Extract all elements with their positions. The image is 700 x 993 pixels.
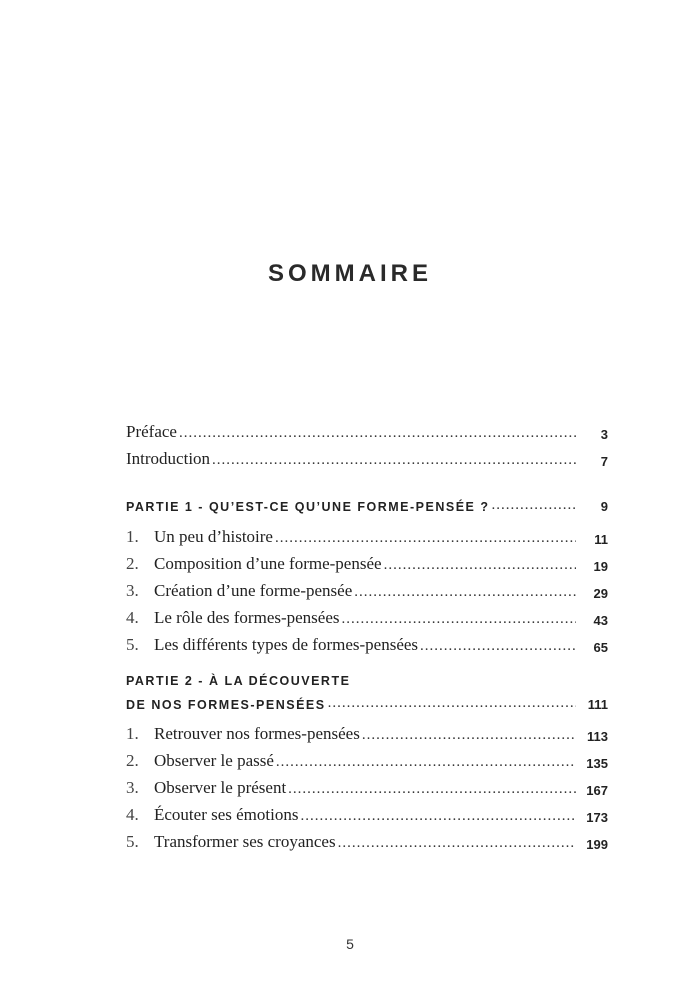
toc-entry-page: 7 xyxy=(600,454,608,469)
toc-chapter[interactable] xyxy=(126,523,608,547)
dot-leader xyxy=(362,727,576,744)
dot-leader xyxy=(275,530,576,547)
toc-entry-page: 43 xyxy=(593,613,608,628)
dot-leader xyxy=(300,808,576,825)
toc-entry-introduction[interactable] xyxy=(126,445,608,469)
chapter-number: 4. xyxy=(126,805,139,824)
toc-entry-page: 111 xyxy=(587,697,608,712)
toc-chapter[interactable] xyxy=(126,801,608,825)
chapter-label: Transformer ses croyances xyxy=(154,832,336,851)
page-number: 5 xyxy=(346,936,354,952)
toc-entry-page: 113 xyxy=(587,729,608,744)
toc-entry-page: 135 xyxy=(586,756,608,771)
chapter-label: Un peu d’histoire xyxy=(154,527,273,546)
dot-leader xyxy=(492,497,577,514)
chapter-label: Écouter ses émotions xyxy=(154,805,299,824)
part-heading: PARTIE 1 - QU’EST-CE QU’UNE FORME-PENSÉE ? xyxy=(126,500,490,514)
toc-entry-label: Préface xyxy=(126,422,177,441)
chapter-label: Observer le présent xyxy=(154,778,287,797)
toc-part-1[interactable] xyxy=(126,490,608,514)
toc-chapter[interactable] xyxy=(126,577,608,601)
toc-chapter[interactable] xyxy=(126,720,608,744)
toc-entry-page: 199 xyxy=(586,837,608,852)
chapter-number: 3. xyxy=(126,581,139,600)
toc-entry-page: 3 xyxy=(600,427,608,442)
chapter-label: Le rôle des formes-pensées xyxy=(154,608,340,627)
toc-chapter[interactable] xyxy=(126,550,608,574)
toc-entry-preface[interactable] xyxy=(126,418,608,442)
toc-chapter[interactable] xyxy=(126,774,608,798)
page-title: SOMMAIRE xyxy=(268,260,432,287)
dot-leader xyxy=(288,781,576,798)
chapter-label: Retrouver nos formes-pensées xyxy=(154,724,360,743)
dot-leader xyxy=(384,557,576,574)
chapter-number: 4. xyxy=(126,608,139,627)
toc-part-2[interactable] xyxy=(126,688,608,712)
dot-leader xyxy=(328,695,576,712)
chapter-number: 5. xyxy=(126,832,139,851)
chapter-label: Création d’une forme-pensée xyxy=(154,581,353,600)
toc-entry-label: Introduction xyxy=(126,449,211,468)
chapter-label: Observer le passé xyxy=(154,751,274,770)
dot-leader xyxy=(420,638,576,655)
part-heading-line-2: DE NOS FORMES-PENSÉES xyxy=(126,698,326,712)
toc-chapter[interactable] xyxy=(126,631,608,655)
chapter-number: 2. xyxy=(126,751,139,770)
toc-entry-page: 11 xyxy=(594,532,608,547)
toc-chapter[interactable] xyxy=(126,828,608,852)
chapter-label: Composition d’une forme-pensée xyxy=(154,554,382,573)
toc-entry-page: 19 xyxy=(593,559,608,574)
toc-entry-page: 167 xyxy=(586,783,608,798)
chapter-number: 1. xyxy=(126,724,139,743)
toc-entry-page: 65 xyxy=(593,640,608,655)
chapter-number: 5. xyxy=(126,635,139,654)
dot-leader xyxy=(354,584,576,601)
chapter-label: Les différents types de formes-pensées xyxy=(154,635,419,654)
toc-entry-page: 9 xyxy=(600,499,608,514)
dot-leader xyxy=(338,835,576,852)
toc-chapter[interactable] xyxy=(126,604,608,628)
chapter-number: 3. xyxy=(126,778,139,797)
dot-leader xyxy=(212,452,576,469)
toc-chapter[interactable] xyxy=(126,747,608,771)
toc-entry-page: 29 xyxy=(593,586,608,601)
part-heading-line-1: PARTIE 2 - À LA DÉCOUVERTE xyxy=(126,674,351,688)
chapter-number: 2. xyxy=(126,554,139,573)
chapter-number: 1. xyxy=(126,527,139,546)
dot-leader xyxy=(276,754,576,771)
dot-leader xyxy=(179,425,576,442)
toc-entry-page: 173 xyxy=(586,810,608,825)
dot-leader xyxy=(342,611,576,628)
